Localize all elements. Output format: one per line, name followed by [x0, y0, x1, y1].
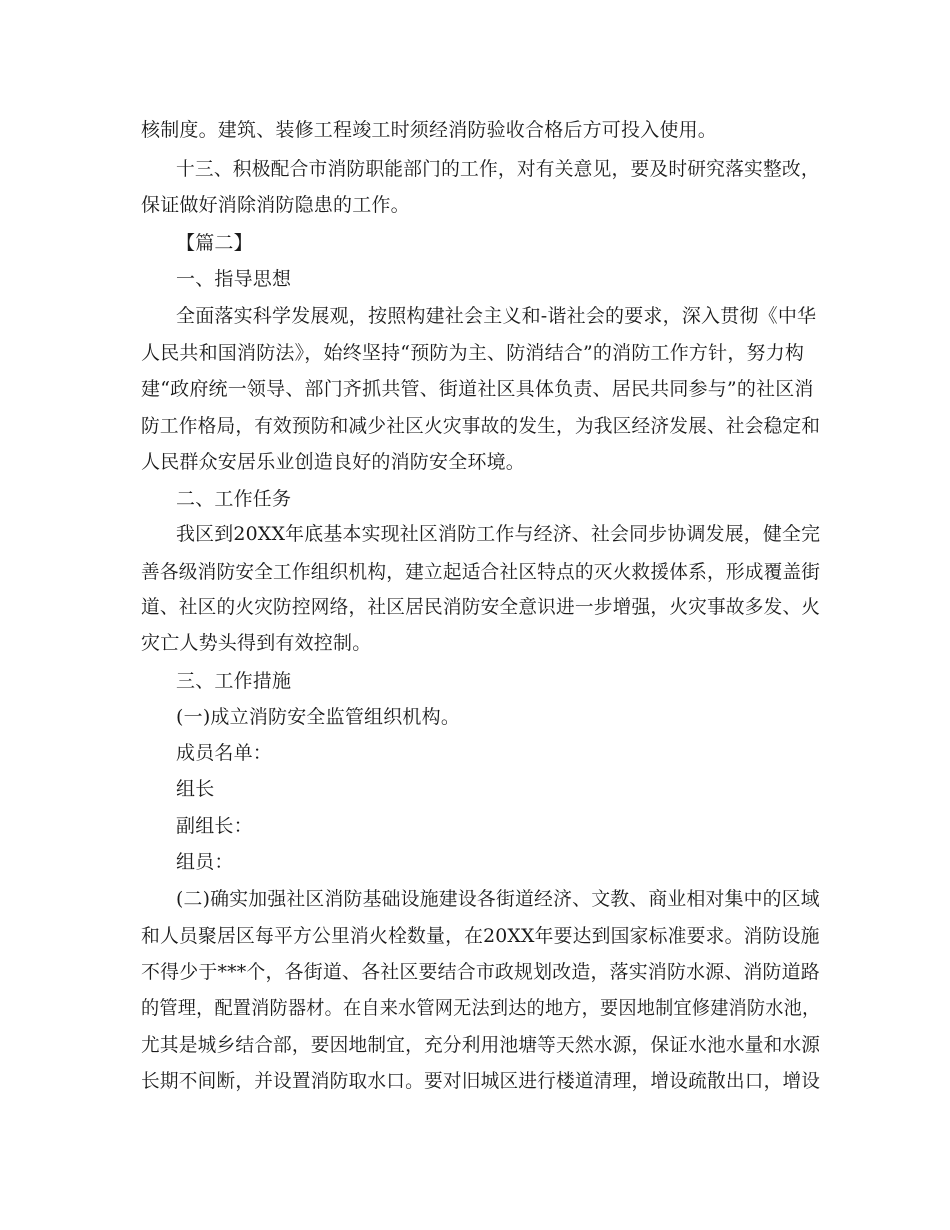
paragraph-line: 十三、积极配合市消防职能部门的工作，对有关意见，要及时研究落实整改，	[176, 158, 820, 180]
section-heading: 二、工作任务	[176, 488, 292, 510]
paragraph-line: 长期不间断，并设置消防取水口。要对旧城区进行楼道清理，增设疏散出口，增设	[141, 1070, 821, 1092]
paragraph-line: 保证做好消除消防隐患的工作。	[141, 194, 410, 216]
paragraph-line: 核制度。建筑、装修工程竣工时须经消防验收合格后方可投入使用。	[141, 119, 718, 141]
paragraph-line: 人民共和国消防法》，始终坚持“预防为主、防消结合”的消防工作方针，努力构	[141, 342, 805, 364]
paragraph-line: (一)成立消防安全监管组织机构。	[176, 706, 461, 728]
paragraph-line: 的管理，配置消防器材。在自来水管网无法到达的地方，要因地制宜修建消防水池，	[141, 997, 821, 1019]
paragraph-line: 副组长：	[176, 815, 253, 837]
paragraph-line: 人民群众安居乐业创造良好的消防安全环境。	[141, 451, 526, 473]
paragraph-line: 道、社区的火灾防控网络，社区居民消防安全意识进一步增强，火灾事故多发、火	[141, 596, 821, 618]
section-heading: 一、指导思想	[176, 268, 292, 290]
section-heading: 【篇二】	[176, 232, 253, 254]
paragraph-line: 我区到20XX年底基本实现社区消防工作与经济、社会同步协调发展，健全完	[176, 523, 821, 545]
paragraph-line: (二)确实加强社区消防基础设施建设各街道经济、文教、商业相对集中的区域	[176, 888, 820, 910]
paragraph-line: 建“政府统一领导、部门齐抓共管、街道社区具体负责、居民共同参与”的社区消	[141, 378, 814, 400]
paragraph-line: 不得少于***个，各街道、各社区要结合市政规划改造，落实消防水源、消防道路	[141, 961, 820, 983]
paragraph-line: 灾亡人势头得到有效控制。	[141, 632, 372, 654]
paragraph-line: 全面落实科学发展观，按照构建社会主义和-谐社会的要求，深入贯彻《中华	[176, 305, 817, 327]
paragraph-line: 尤其是城乡结合部，要因地制宜，充分利用池塘等天然水源，保证水池水量和水源	[141, 1034, 821, 1056]
section-heading: 三、工作措施	[176, 670, 292, 692]
paragraph-line: 组长	[176, 778, 215, 800]
paragraph-line: 防工作格局，有效预防和减少社区火灾事故的发生，为我区经济发展、社会稳定和	[141, 415, 821, 437]
paragraph-line: 组员：	[176, 851, 234, 873]
paragraph-line: 善各级消防安全工作组织机构，建立起适合社区特点的灭火救援体系，形成覆盖街	[141, 561, 821, 583]
paragraph-line: 和人员聚居区每平方公里消火栓数量，在20XX年要达到国家标准要求。消防设施	[141, 925, 820, 947]
paragraph-line: 成员名单：	[176, 742, 273, 764]
